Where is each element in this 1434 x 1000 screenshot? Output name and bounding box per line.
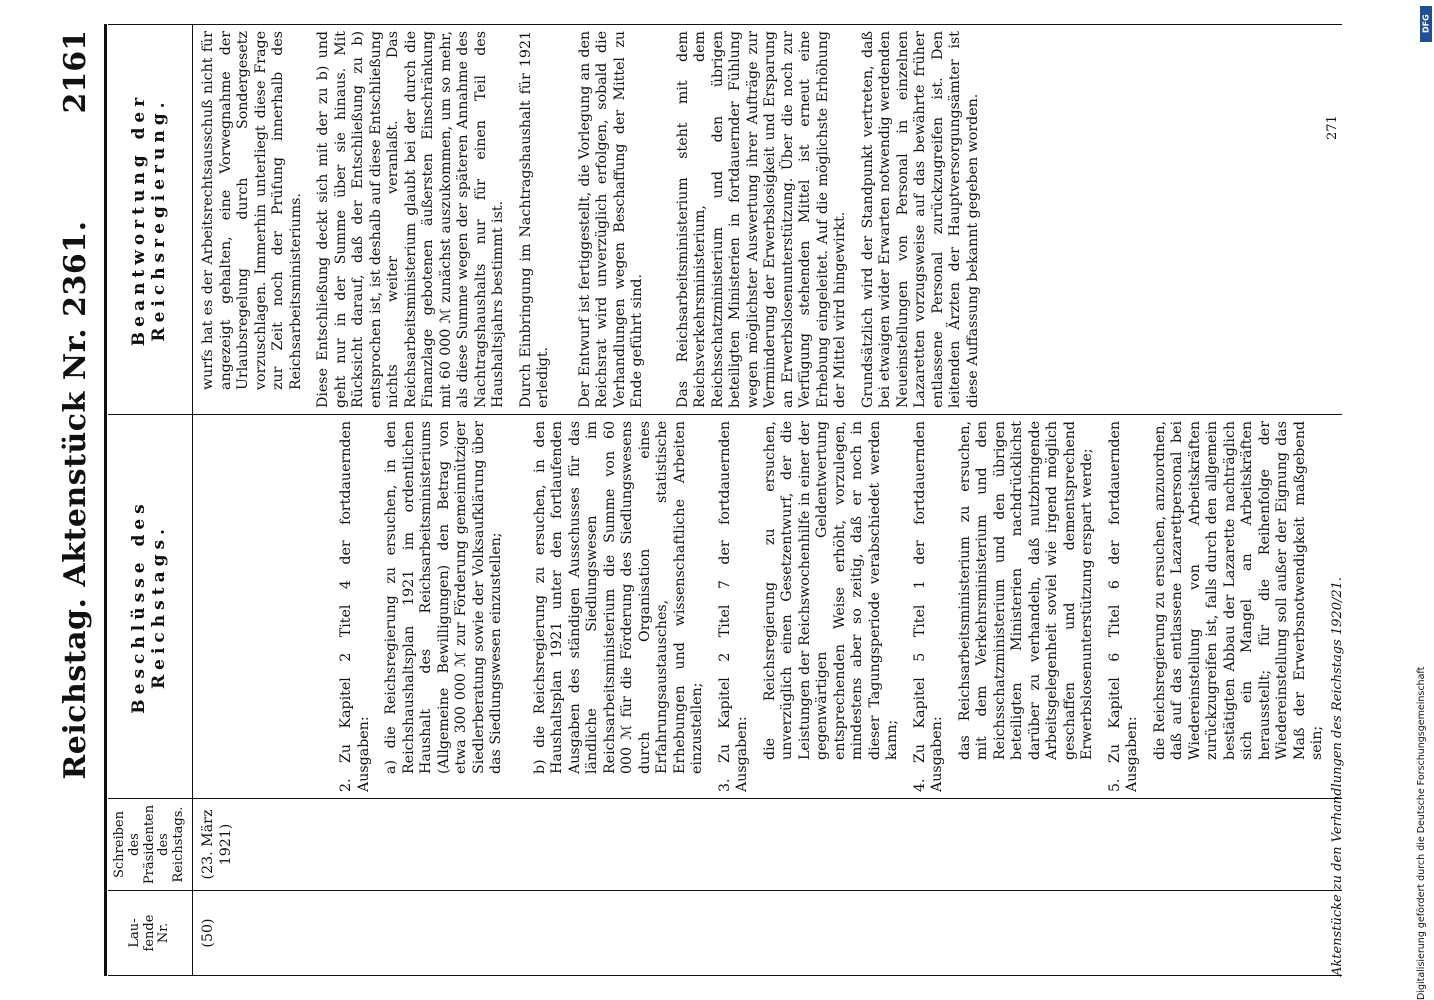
- dfg-logo: DFG: [1420, 6, 1432, 42]
- resolution-heading: 3. Zu Kapitel 2 Titel 7 der fortdauernden Ausgaben:: [716, 421, 750, 792]
- source-footnote: Aktenstücke zu den Verhandlungen des Reichstags 1920/21.: [1330, 576, 1345, 976]
- digitization-text: Digitalisierung gefördert durch die Deutsche Forschungsgemeinschaft: [1416, 666, 1427, 1000]
- answer-paragraph: Der Entwurf ist fertiggestellt, die Vorlegung an den Reichsrat wird unverzüglich erfolgen, sobald die Verhandlungen wegen Beschaffung der Mittel zu Ende geführt sind.: [576, 31, 645, 408]
- header-beantwortung: Beantwortung der Reichsregierung.: [108, 25, 193, 414]
- answer-paragraph: wurfs hat es der Arbeitsrechtsausschuß nicht für angezeigt gehalten, eine Vorwegnahme der Urlaubsregelung durch Sondergesetz vorzuschlagen. Immerhin unterliegt diese Frage zur Zeit noch der Prüfung innerhalb des Reichsarbeitsministeriums.: [200, 31, 304, 390]
- resolution-heading: 4. Zu Kapitel 5 Titel 1 der fortdauernden Ausgaben:: [911, 421, 945, 792]
- resolution-paragraph: die Reichsregierung zu ersuchen, anzuordnen, daß auf das entlassene Lazarettpersonal bei Wiedereinstellung von Arbeitskräften zurückzugreifen ist, falls durch den allgemein bestätigten Abbau der Lazarette nachträglich sich ein Mangel an Arbeitskräften herausstellt; für die Reihenfolge der Wiedereinstellung soll außer der Eignung das Maß der Erwerbsnotwendigkeit maßgebend sein;: [1151, 421, 1325, 760]
- page-number: 2161: [58, 30, 93, 114]
- row-number: (50): [200, 918, 216, 948]
- resolution-heading: 5. Zu Kapitel 6 Titel 6 der fortdauernden Ausgaben:: [1106, 421, 1140, 792]
- column-schreiben: [108, 798, 1342, 890]
- answer-paragraph: Durch Einbringung im Nachtragshaushalt für 1921 erledigt.: [517, 31, 551, 408]
- signature-number: 271: [1325, 115, 1340, 140]
- column-beantwortung: [108, 24, 1342, 414]
- resolution-paragraph: a) die Reichsregierung zu ersuchen, in den Reichshaushaltsplan 1921 im ordentlichen Haushalt des Reichsarbeitsministeriums (Allgemeine Bewilligungen) den Betrag von etwa 300 000 ℳ zur Förderung gemeinnütziger Siedlerberatung sowie der Volksaufklärung über das Siedlungswesen einzustellen;: [383, 421, 504, 774]
- column-beschluesse: [108, 414, 1342, 798]
- header-rule: [104, 24, 107, 976]
- resolution-paragraph: die Reichsregierung zu ersuchen, unverzüglich einen Gesetzentwurf, der die Leistungen der Reichswochenhilfe in einer der gegenwärtigen Geldentwertung entsprechenden Weise erhöht, vorzulegen, mindestens aber so zeitig, daß er noch in dieser Tagungsperiode verabschiedet werden kann;: [761, 421, 900, 760]
- proceedings-table: [108, 24, 1342, 976]
- header-schreiben: Schreiben des Präsidenten des Reichstags.: [108, 799, 193, 890]
- letter-date: (23. März 1921): [200, 809, 234, 880]
- answer-paragraph: Grundsätzlich wird der Standpunkt vertreten, daß bei etwaigen wider Erwarten notwendig werdenden Neueinstellungen von Personal in einzelnen Lazaretten vorzugsweise auf das bewährte früher entlassene Personal zurückzugreifen ist. Den leitenden Ärzten der Hauptversorgungsämter ist diese Auffassung bekannt gegeben worden.: [859, 31, 981, 408]
- answers-text: [200, 25, 992, 414]
- header-laufende-nr: Lau- fende Nr.: [108, 891, 193, 975]
- resolution-paragraph: b) die Reichsregierung zu ersuchen, in den Haushaltsplan 1921 unter den fortlaufenden Ausgaben des ständigen Ausschusses für das ländliche Siedlungswesen im Reichsarbeitsministerium die Summe von 60 000 ℳ für die Förderung des Siedlungswesens durch Organisation eines Erfahrungsaustausches, statistische Erhebungen und wissenschaftliche Arbeiten einzustellen;: [531, 421, 705, 774]
- answer-paragraph: Diese Entschließung deckt sich mit der zu b) und geht nur in der Summe über sie hinaus. Mit Rücksicht darauf, daß der Entschließung zu b) entsprochen ist, ist deshalb auf diese Entschließung nichts weiter veranlaßt. Das Reichsarbeitsministerium glaubt bei der durch die Finanzlage gebotenen äußersten Einschränkung mit 60 000 ℳ zunächst auszukommen, um so mehr, als diese Summe wegen der späteren Annahme des Nachtragshaushalts nur für einen Teil des Haushaltsjahrs bestimmt ist.: [315, 31, 506, 408]
- resolutions-text: [338, 415, 1337, 798]
- column-laufende-nr: [108, 890, 1342, 976]
- digitization-notice: [1410, 0, 1434, 1000]
- header-beschluesse: Beschlüsse des Reichstags.: [108, 415, 193, 798]
- running-header: [58, 24, 98, 976]
- resolution-paragraph: das Reichsarbeitsministerium zu ersuchen, mit dem Verkehrsministerium und den Reichsschatzministerium und den übrigen beteiligten Ministerien nachdrücklichst darüber zu verhandeln, daß nutzbringende Arbeitsgelegenheit soviel wie irgend möglich geschaffen und dementsprechend Erwerbslosenunterstützung erspart werde;: [956, 421, 1095, 760]
- answer-paragraph: Das Reichsarbeitsministerium steht mit dem Reichsverkehrsministerium, dem Reichsschatzministerium und den übrigen beteiligten Ministerien in fortdauernder Fühlung wegen möglichster Auswertung ihrer Aufträge zur Verminderung der Erwerbslosigkeit und Ersparung an Erwerbslosenunterstützung. Über die noch zur Verfügung stehenden Mittel ist erneut eine Erhebung eingeleitet. Auf die möglichste Erhöhung der Mittel wird hingewirkt.: [674, 31, 848, 408]
- page-title: Reichstag. Aktenstück Nr. 2361.: [58, 220, 93, 780]
- resolution-heading: 2. Zu Kapitel 2 Titel 4 der fortdauernden Ausgaben:: [338, 421, 372, 792]
